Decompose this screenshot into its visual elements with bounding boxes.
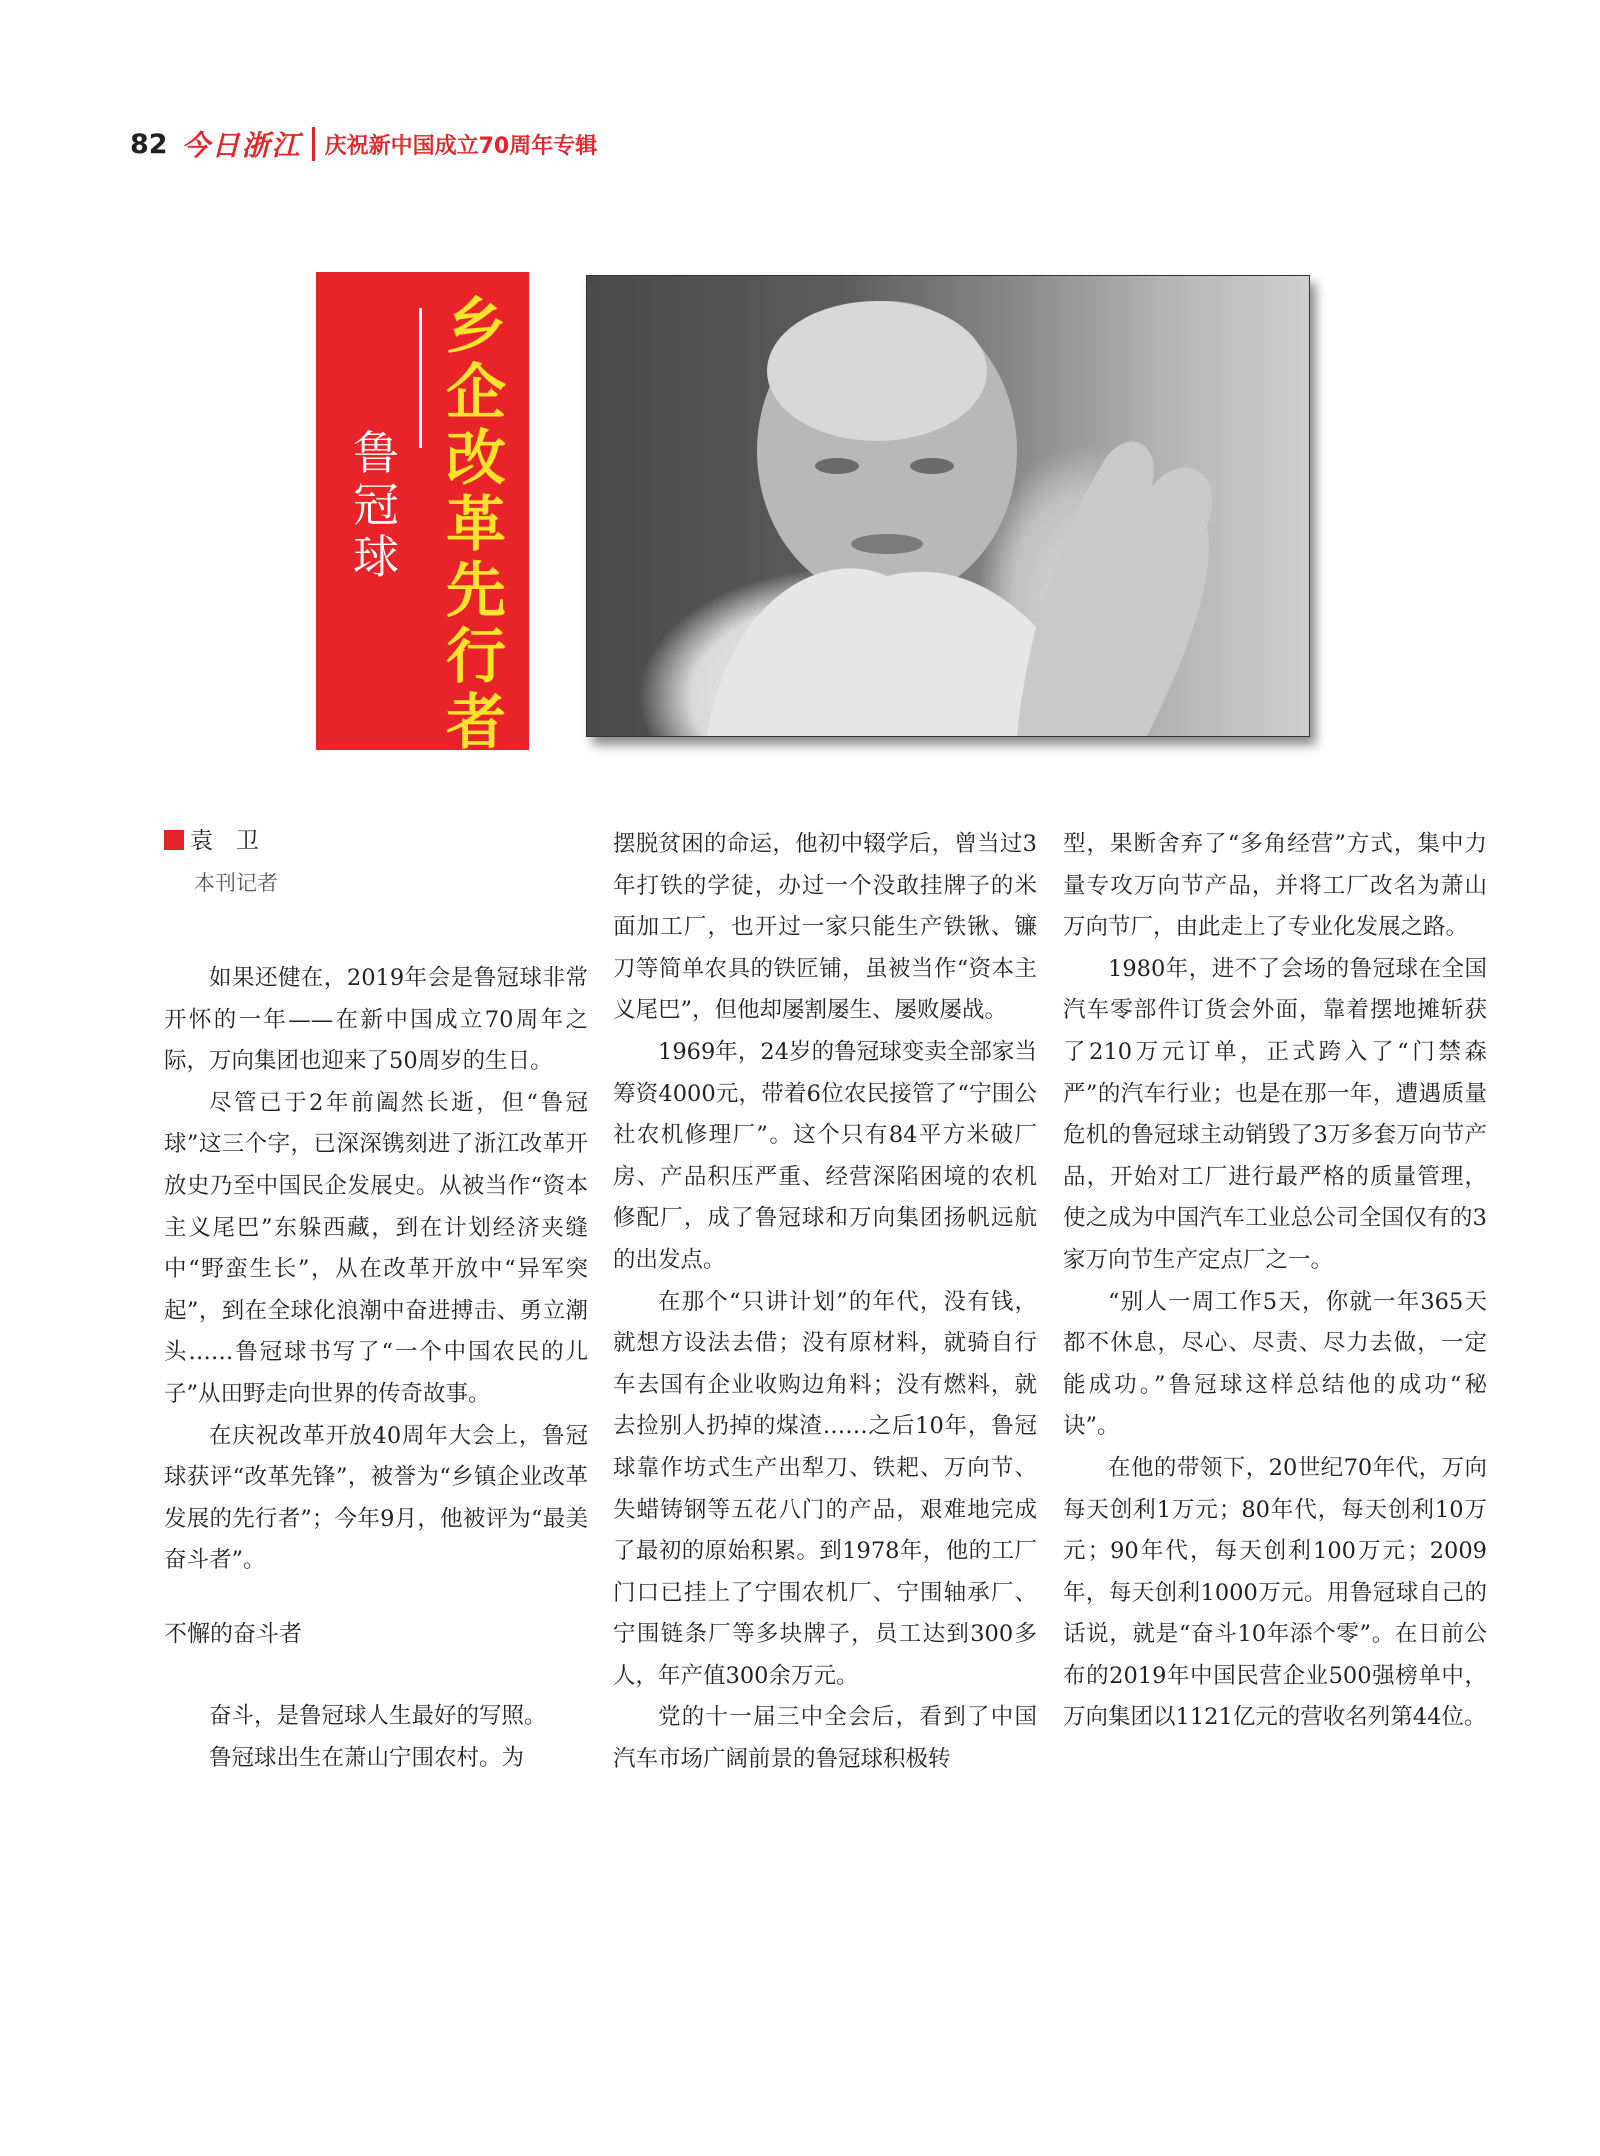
- header-divider: [312, 127, 315, 161]
- paragraph: 党的十一届三中全会后，看到了中国汽车市场广阔前景的鲁冠球积极转: [613, 1704, 1037, 1773]
- article-column-1: [164, 824, 588, 1779]
- portrait-photo-icon: [587, 276, 1309, 736]
- title-block: [316, 272, 529, 758]
- paragraph: 奋斗，是鲁冠球人生最好的写照。: [209, 1702, 547, 1729]
- article-column-2: [613, 824, 1037, 1781]
- square-bullet-icon: [164, 830, 184, 850]
- spacer: [164, 898, 588, 958]
- paragraph: 尽管已于2年前阖然长逝，但“鲁冠球”这三个字，已深深镌刻进了浙江改革开放史乃至中国民企发展史。从被当作“资本主义尾巴”东躲西藏，到在计划经济夹缝中“野蛮生长”，从在改革开放中“异军突起”，到在全球化浪潮中奋进搏击、勇立潮头……鲁冠球书写了“一个中国农民的儿子”从田野走向世界的传奇故事。: [164, 1089, 588, 1407]
- portrait-photo: [586, 275, 1310, 737]
- paragraph: 在庆祝改革开放40周年大会上，鲁冠球获评“改革先锋”，被誉为“乡镇企业改革发展的先行者”；今年9月，他被评为“最美奋斗者”。: [164, 1422, 588, 1574]
- section-heading: 不懈的奋斗者: [164, 1620, 302, 1647]
- subject-name: 鲁冠球: [353, 426, 399, 584]
- paragraph: 1969年，24岁的鲁冠球变卖全部家当筹资4000元，带着6位农民接管了“宁围公社农机修理厂”。这个只有84平方米破厂房、产品积压严重、经营深陷困境的农机修配厂，成了鲁冠球和万向集团扬帆远航的出发点。: [613, 1038, 1037, 1273]
- author-name: 袁 卫: [190, 828, 259, 854]
- paragraph: 如果还健在，2019年会是鲁冠球非常开怀的一年——在新中国成立70周年之际，万向集团也迎来了50周岁的生日。: [164, 965, 588, 1075]
- paragraph: 鲁冠球出生在萧山宁围农村。为: [209, 1744, 525, 1771]
- paragraph: 在他的带领下，20世纪70年代，万向每天创利1万元；80年代，每天创利10万元；90年代，每天创利100万元；2009年，每天创利1000万元。用鲁冠球自己的话说，就是“奋斗10年添个零”。在日前公布的2019年中国民营企业500强榜单中，万向集团以1121亿元的营收名列第44位。: [1063, 1454, 1487, 1731]
- paragraph: 型，果断舍弃了“多角经营”方式，集中力量专攻万向节产品，并将工厂改名为萧山万向节厂，由此走上了专业化发展之路。: [1063, 831, 1487, 941]
- paragraph: 1980年，进不了会场的鲁冠球在全国汽车零部件订货会外面，靠着摆地摊斩获了210万元订单，正式跨入了“门禁森严”的汽车行业；也是在那一年，遭遇质量危机的鲁冠球主动销毁了3万多套万向节产品，开始对工厂进行最严格的质量管理，使之成为中国汽车工业总公司全国仅有的3家万向节生产定点厂之一。: [1063, 955, 1487, 1273]
- article-column-3: [1063, 824, 1487, 1739]
- magazine-logo: 今日浙江: [181, 129, 302, 162]
- paragraph: 在那个“只讲计划”的年代，没有钱，就想方设法去借；没有原材料，就骑自行车去国有企业收购边角料；没有燃料，就去捡别人扔掉的煤渣……之后10年，鲁冠球靠作坊式生产出犁刀、铁耙、万向节、失蜡铸钢等五花八门的产品，艰难地完成了最初的原始积累。到1978年，他的工厂门口已挂上了宁围农机厂、宁围轴承厂、宁围链条厂等多块牌子，员工达到300多人，年产值300余万元。: [613, 1288, 1037, 1689]
- column-title: 庆祝新中国成立70周年专辑: [324, 133, 598, 159]
- paragraph: “别人一周工作5天，你就一年365天都不休息，尽心、尽责、尽力去做，一定能成功。”鲁冠球这样总结他的成功“秘诀”。: [1063, 1288, 1487, 1440]
- author-role: 本刊记者: [194, 871, 278, 895]
- article-title: 乡企改革先行者: [446, 292, 506, 758]
- page-header: [130, 122, 597, 166]
- page-number: 82: [130, 128, 168, 160]
- title-divider: [419, 308, 422, 448]
- paragraph: 摆脱贫困的命运，他初中辍学后，曾当过3年打铁的学徒，办过一个没敢挂牌子的米面加工厂，也开过一家只能生产铁锹、镰刀等简单农具的铁匠铺，虽被当作“资本主义尾巴”，但他却屡割屡生、屡败屡战。: [613, 831, 1037, 1024]
- byline: [164, 824, 588, 858]
